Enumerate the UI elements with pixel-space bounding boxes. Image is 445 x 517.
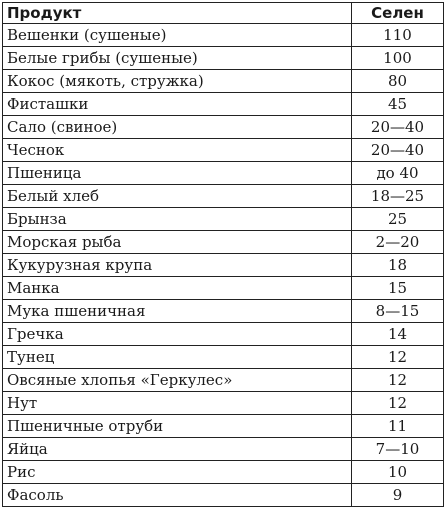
product-name-cell: Кокос (мякоть, стружка)	[3, 70, 352, 93]
selenium-value-cell: 14	[352, 323, 444, 346]
table-row	[3, 24, 444, 47]
selenium-value-cell: 25	[352, 208, 444, 231]
selenium-value-cell: 10	[352, 461, 444, 484]
selenium-content-table	[2, 2, 444, 507]
product-name-cell: Белые грибы (сушеные)	[3, 47, 352, 70]
table-row	[3, 231, 444, 254]
product-name-cell: Манка	[3, 277, 352, 300]
product-name-cell: Пшеничные отруби	[3, 415, 352, 438]
product-name-cell: Гречка	[3, 323, 352, 346]
product-name-cell: Рис	[3, 461, 352, 484]
selenium-value-cell: 80	[352, 70, 444, 93]
product-name-cell: Вешенки (сушеные)	[3, 24, 352, 47]
table-row	[3, 277, 444, 300]
table-body	[3, 24, 444, 507]
table-row	[3, 208, 444, 231]
product-name-cell: Кукурузная крупа	[3, 254, 352, 277]
selenium-value-cell: 20—40	[352, 139, 444, 162]
selenium-value-cell: 8—15	[352, 300, 444, 323]
product-name-cell: Мука пшеничная	[3, 300, 352, 323]
selenium-value-cell: 45	[352, 93, 444, 116]
selenium-value-cell: 15	[352, 277, 444, 300]
table-row	[3, 254, 444, 277]
table-row	[3, 47, 444, 70]
selenium-value-cell: 12	[352, 392, 444, 415]
table-row	[3, 346, 444, 369]
table-row	[3, 461, 444, 484]
selenium-value-cell: 12	[352, 346, 444, 369]
header-selenium: Селен	[352, 3, 444, 24]
product-name-cell: Брынза	[3, 208, 352, 231]
product-name-cell: Овсяные хлопья «Геркулес»	[3, 369, 352, 392]
header-product: Продукт	[3, 3, 352, 24]
table-row	[3, 162, 444, 185]
selenium-value-cell: 110	[352, 24, 444, 47]
table-row	[3, 369, 444, 392]
table-row	[3, 139, 444, 162]
selenium-value-cell: 100	[352, 47, 444, 70]
selenium-value-cell: 11	[352, 415, 444, 438]
table-row	[3, 185, 444, 208]
table-row	[3, 93, 444, 116]
selenium-value-cell: 7—10	[352, 438, 444, 461]
product-name-cell: Фасоль	[3, 484, 352, 507]
selenium-value-cell: 20—40	[352, 116, 444, 139]
table-row	[3, 70, 444, 93]
table-row	[3, 116, 444, 139]
selenium-value-cell: 18—25	[352, 185, 444, 208]
selenium-value-cell: 12	[352, 369, 444, 392]
product-name-cell: Пшеница	[3, 162, 352, 185]
selenium-value-cell: 2—20	[352, 231, 444, 254]
product-name-cell: Сало (свиное)	[3, 116, 352, 139]
table-row	[3, 484, 444, 507]
table-row	[3, 392, 444, 415]
product-name-cell: Нут	[3, 392, 352, 415]
product-name-cell: Чеснок	[3, 139, 352, 162]
product-name-cell: Белый хлеб	[3, 185, 352, 208]
product-name-cell: Яйца	[3, 438, 352, 461]
table-row	[3, 415, 444, 438]
table-header-row	[3, 3, 444, 24]
selenium-value-cell: 9	[352, 484, 444, 507]
table-row	[3, 438, 444, 461]
table-row	[3, 300, 444, 323]
selenium-value-cell: до 40	[352, 162, 444, 185]
table-row	[3, 323, 444, 346]
product-name-cell: Тунец	[3, 346, 352, 369]
product-name-cell: Морская рыба	[3, 231, 352, 254]
selenium-table-container	[2, 2, 443, 507]
selenium-value-cell: 18	[352, 254, 444, 277]
product-name-cell: Фисташки	[3, 93, 352, 116]
